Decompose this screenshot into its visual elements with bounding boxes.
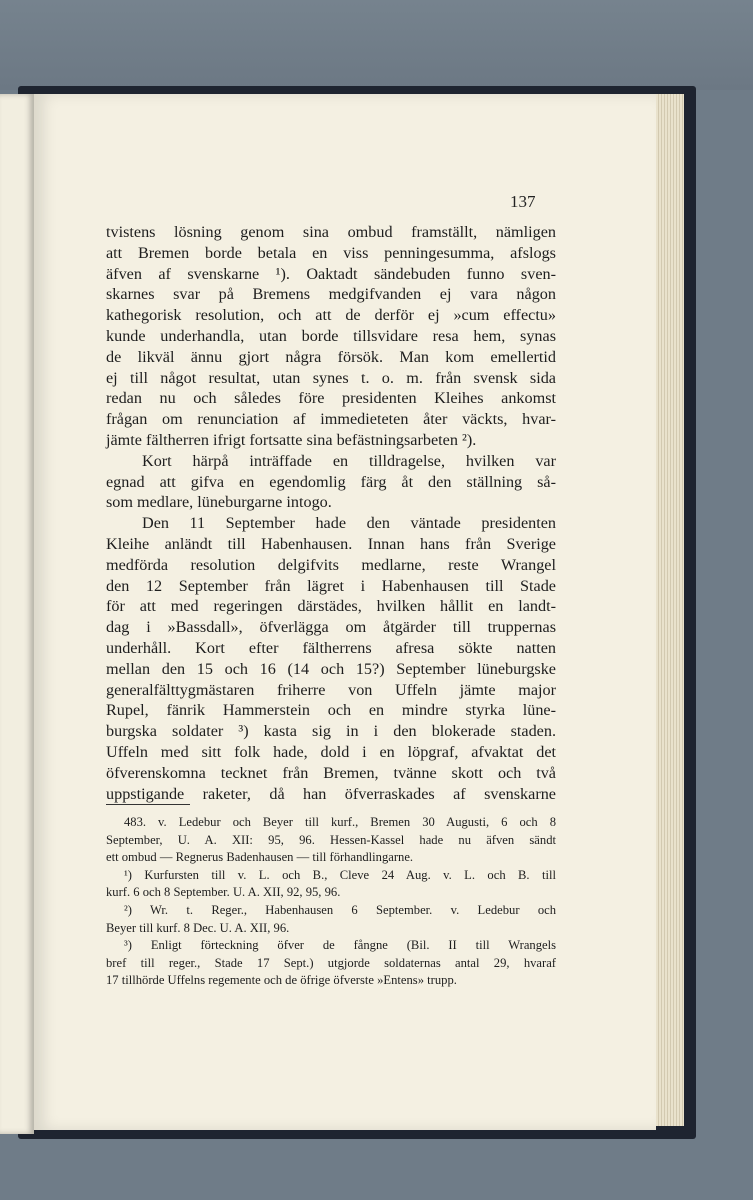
text-line: redan nu och således före presidenten Kleihes ankomst: [106, 389, 556, 408]
text-line: skarnes svar på Bremens medgifvanden ej vara någon: [106, 285, 556, 304]
text-line: underhåll. Kort efter fältherrens afresa sökte natten: [106, 638, 556, 657]
footnote-line: September, U. A. XII: 95, 96. Hessen-Kassel hade nu äfven sändt: [106, 832, 556, 847]
text-line: tvistens lösning genom sina ombud framställt, nämligen: [106, 223, 556, 241]
text-line: Uffeln med sitt folk hade, dold i en löpgraf, afvaktat det: [106, 742, 556, 761]
footnote-line: ²) Wr. t. Reger., Habenhausen 6 September. v. Ledebur och: [124, 902, 556, 917]
text-line: de likväl ännu gjort några försök. Man kom emellertid: [106, 347, 556, 366]
text-line: öfverenskomna tecknet från Bremen, tvänne skott och två: [106, 763, 556, 782]
text-line: kathegorisk resolution, och att de derför ej »cum effectu»: [106, 306, 556, 325]
footnote-line: bref till reger., Stade 17 Sept.) utgjorde soldaternas antal 29, hvaraf: [106, 955, 556, 970]
text-line: mellan den 15 och 16 (14 och 15?) September lüneburgske: [106, 659, 556, 678]
text-line: att Bremen borde betala en viss penningesumma, afslogs: [106, 243, 556, 262]
text-line: jämte fältherren ifrigt fortsatte sina befästningsarbeten ²).: [106, 430, 477, 449]
text-line: frågan om renunciation af immedieteten åter väckts, hvar-: [106, 410, 556, 429]
paragraph: [106, 513, 556, 804]
text-line: generalfälttygmästaren friherre von Uffeln jämte major: [106, 680, 556, 699]
text-line: medförda resolution delgifvits medlarne, reste Wrangel: [106, 555, 556, 574]
paragraph: [106, 222, 556, 451]
text-line: äfven af svenskarne ¹). Oaktadt sändebuden funno sven-: [106, 264, 556, 283]
footnote-line: 483. v. Ledebur och Beyer till kurf., Bremen 30 Augusti, 6 och 8: [124, 815, 556, 829]
text-line: kunde underhandla, utan borde tillsvidare resa hem, synas: [106, 326, 556, 345]
text-line: ej till något resultat, utan synes t. o. m. från svensk sida: [106, 368, 556, 387]
footnote-line: Beyer till kurf. 8 Dec. U. A. XII, 96.: [106, 920, 290, 935]
text-line: som medlare, lüneburgarne intogo.: [106, 493, 332, 512]
footnote-line: ³) Enligt förteckning öfver de fångne (Bil. II till Wrangels: [124, 938, 556, 953]
scanner-background: [0, 0, 753, 90]
footnotes: [106, 814, 556, 990]
text-line: Rupel, fänrik Hammerstein och en mindre styrka lüne-: [106, 701, 556, 720]
text-line: dag i »Bassdall», öfverlägga om åtgärder till truppernas: [106, 618, 556, 637]
footnote-line: ett ombud — Regnerus Badenhausen — till förhandlingarne.: [106, 850, 414, 865]
text-line: egnad att gifva en egendomlig färg åt den ställning så-: [106, 472, 556, 491]
footnote-line: kurf. 6 och 8 September. U. A. XII, 92, 95, 96.: [106, 885, 341, 900]
page-number: 137: [510, 192, 536, 211]
paragraph: [106, 451, 556, 513]
footnote-line: ¹) Kurfursten till v. L. och B., Cleve 24 Aug. v. L. och B. till: [124, 867, 556, 882]
text-line: Kort härpå inträffade en tilldragelse, hvilken var: [142, 451, 556, 470]
footnote-line: 17 tillhörde Uffelns regemente och de öfrige öfverste »Entens» trupp.: [106, 973, 457, 988]
text-line: för att med regeringen därstädes, hvilken hållit en landt-: [106, 597, 556, 616]
footnote-rule: [106, 804, 190, 805]
text-line: Den 11 September hade den väntade presidenten: [142, 514, 556, 533]
text-line: burgska soldater ³) kasta sig in i den blokerade staden.: [106, 722, 556, 741]
body-text: [106, 222, 556, 804]
text-line: uppstigande raketer, då han öfverraskades af svenskarne: [106, 784, 556, 803]
text-line: Kleihe anländt till Habenhausen. Innan hans från Sverige: [106, 534, 556, 553]
left-page-edge: [0, 94, 34, 1134]
text-line: den 12 September från lägret i Habenhausen till Stade: [106, 576, 556, 595]
